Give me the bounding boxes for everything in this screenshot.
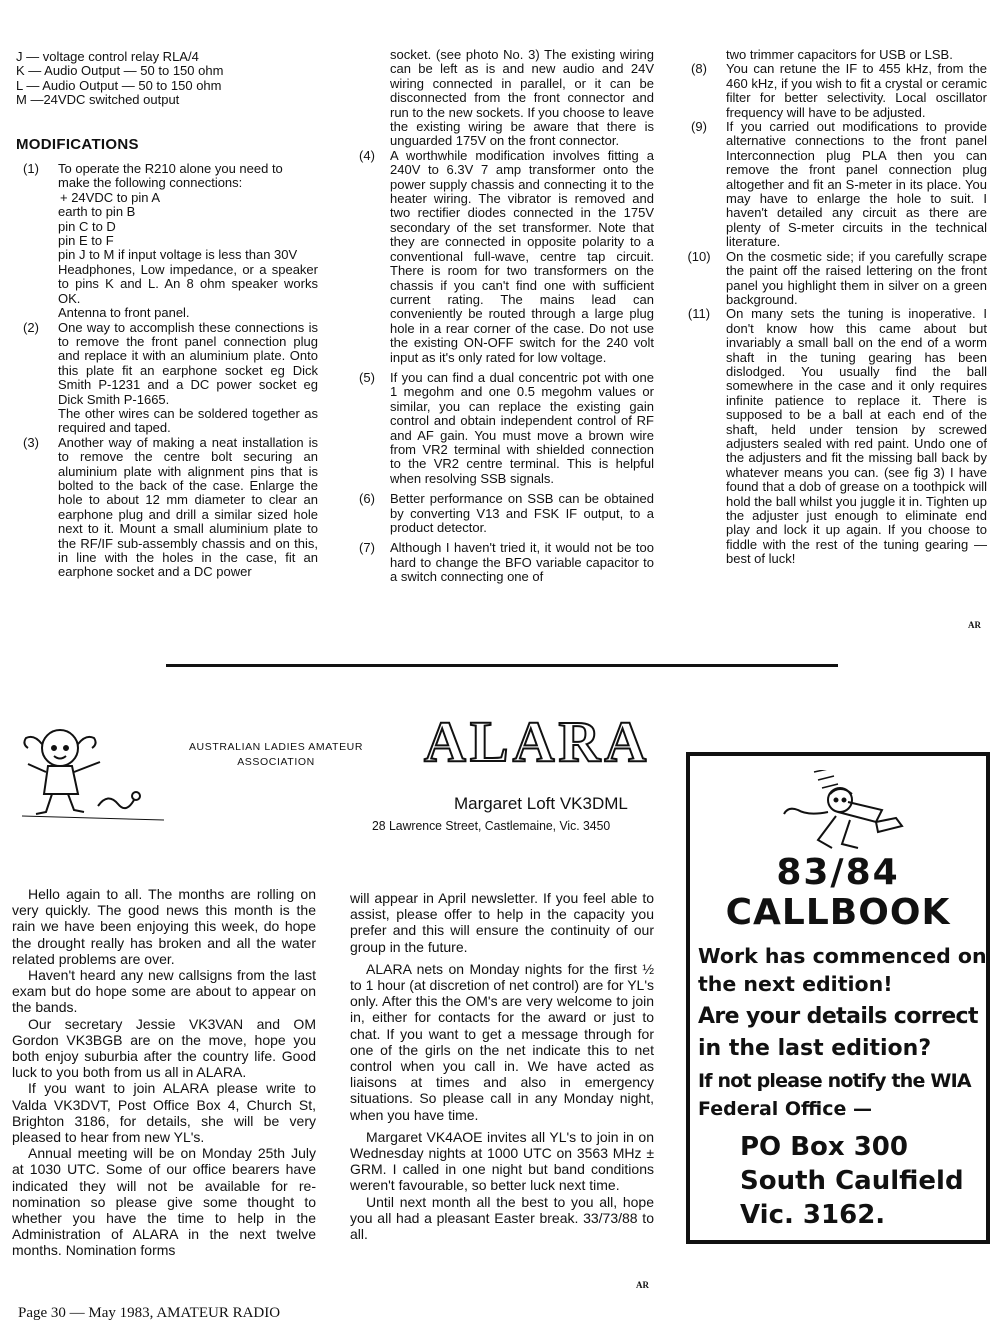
pin-list-item: K — Audio Output — 50 to 150 ohm	[16, 63, 224, 79]
item-text: Better performance on SSB can be obtained by converting V13 and FSK IF output, to a product detector.	[390, 491, 654, 535]
list-item	[352, 541, 654, 584]
connection-line: pin C to D	[58, 218, 116, 234]
article-column-1	[16, 50, 318, 580]
item-number: (3)	[23, 434, 39, 450]
connection-line: pin E to F	[58, 233, 114, 249]
item-number: (6)	[359, 491, 375, 507]
pin-list	[16, 50, 318, 108]
list-item	[352, 492, 654, 535]
item-text: Another way of making a neat installation is to remove the centre bolt securing an aluminium plate with alignment pins that is bolted to the back of the case. Enlarge the hole to about 12 mm diameter to clear an earphone plug and drill a similar sized hole next to it. Mount a small aluminium plate to the RF/IF sub-assembly chassis and on this, in line with the holes in the case, fit an earphone socket and a DC power	[58, 434, 318, 580]
item-number: (4)	[359, 147, 375, 163]
list-item	[684, 62, 987, 120]
callbook-address: Vic. 3162.	[740, 1200, 886, 1230]
pin-list-item: L — Audio Output — 50 to 150 ohm	[16, 77, 222, 93]
paragraph: Haven't heard any new callsigns from the last exam but do hope some are about to appear on the bands.	[12, 967, 316, 1016]
article-column-3	[684, 48, 987, 567]
paragraph: Margaret VK4AOE invites all YL's to join in on Wednesday nights at 1000 UTC on 3563 MHz ± GRM. I called in one night but band conditions weren't favourable, so better luck next time.	[350, 1128, 654, 1194]
item-text: You can retune the IF to 455 kHz, from the 460 kHz, if you wish to fit a crystal or ceramic filter for better selectivity. Local oscillator frequency will have to be adjusted.	[726, 61, 987, 120]
paragraph: will appear in April newsletter. If you feel able to assist, please offer to help in the capacity you prefer and this will ensure the continuity of our group in the future.	[350, 890, 654, 955]
item-number: (11)	[687, 306, 711, 322]
item-text: Headphones, Low impedance, or a speaker to pins K and L. An 8 ohm speaker works OK.	[58, 261, 318, 306]
item-text: If you can find a dual concentric pot with one 1 megohm and one 0.5 megohm values or similar, you can replace the existing gain control and obtain independent control of RF and AF gain. You must move a brown wire from VR2 terminal with shielded connection to the VR2 centre terminal. This is helpful when resolving SSB signals.	[390, 369, 654, 486]
item-text: Antenna to front panel.	[58, 305, 190, 321]
author-address: 28 Lawrence Street, Castlemaine, Vic. 3450	[372, 818, 611, 833]
item-text: A worthwhile modification involves fitting a 240V to 6.3V 7 amp transformer onto the power supply chassis and connecting it to the heater wiring. The vibrator is removed and two rectifier diodes connected in the 175V secondary of the set transformer. Note that they are connected in opposite polarity to a conventional full-wave, centre tap circuit. There is room for two transformers on the chassis if you can't find one with sufficient current rating. The mains lead can conveniently be routed through a large plug hole in a rear corner of the case. Do not use the existing ON-OFF switch for the 240 volt input as it's only rated for low voltage.	[390, 147, 654, 365]
callbook-address: South Caulfield	[740, 1166, 964, 1196]
association-name	[186, 740, 366, 770]
list-item	[352, 149, 654, 365]
item-number: (9)	[691, 119, 707, 135]
item-number: (10)	[687, 248, 711, 264]
paragraph: If you want to join ALARA please write to Valda VK3DVT, Post Office Box 4, Church St, Brighton 3186, for details, she will be very pleased to hear from new YL's.	[12, 1080, 316, 1146]
list-item	[16, 162, 318, 320]
callbook-text: Federal Office —	[698, 1098, 873, 1120]
paragraph: Our secretary Jessie VK3VAN and OM Gordon VK3BGB are on the move, hope you both enjoy suburbia after the country life. Good luck to you both from us all in ALARA.	[12, 1015, 316, 1081]
list-item	[684, 250, 987, 308]
callbook-ad	[686, 752, 990, 1244]
end-mark: AR	[636, 1280, 649, 1290]
alara-column-2	[350, 890, 654, 1242]
item-text: On the cosmetic side; if you carefully scrape the paint off the raised lettering on the front panel you highlight them in silver on a green background.	[726, 248, 987, 307]
item-number: (1)	[23, 161, 39, 177]
girl-illustration	[18, 716, 168, 828]
alara-logo: ALARA	[424, 709, 651, 774]
end-mark: AR	[968, 620, 981, 630]
callbook-text: Work has commenced on	[698, 944, 987, 968]
connection-line: pin J to M if input voltage is less than 30V	[58, 247, 298, 263]
association-line: ASSOCIATION	[237, 756, 315, 768]
callbook-text: the next edition!	[698, 972, 893, 996]
item-text: Although I haven't tried it, it would not be too hard to change the BFO variable capacitor to a switch connecting one of	[390, 540, 654, 585]
connection-line: earth to pin B	[58, 204, 136, 220]
callbook-title: CALLBOOK	[725, 892, 951, 933]
pin-list-item: M —24VDC switched output	[16, 92, 180, 108]
section-divider	[166, 664, 838, 667]
paragraph: Until next month all the best to you all, hope you all had a pleasant Easter break. 33/73/88 to all.	[350, 1193, 654, 1243]
continued-text: two trimmer capacitors for USB or LSB.	[726, 47, 953, 62]
connection-line: + 24VDC to pin A	[60, 189, 161, 205]
section-heading: MODIFICATIONS	[16, 135, 139, 153]
item-number: (8)	[691, 61, 707, 77]
alara-column-1	[12, 886, 316, 1259]
page-footer: Page 30 — May 1983, AMATEUR RADIO	[18, 1305, 281, 1321]
list-item	[16, 436, 318, 580]
item-text: To operate the R210 alone you need to make the following connections:	[58, 161, 283, 191]
callbook-text: If not please notify the WIA	[698, 1070, 971, 1092]
paragraph: ALARA nets on Monday nights for the first ½ to 1 hour (at discretion of net control) are for YL's only. After this the OM's are very welcome to join in, either for contacts for the award or just to chat. If you want to get a message through for one of the girls on the net indicate this to net control when you call in. We have acted as liaisons at times and also in emergency situations. So please call in any Monday night, when you have time.	[350, 960, 654, 1123]
list-item	[352, 371, 654, 486]
author-name: Margaret Loft VK3DML	[454, 794, 628, 813]
continued-text: socket. (see photo No. 3) The existing wiring can be left as is and new audio and 24V wiring connected in parallel, or it can be disconnected from the front connector and run to the new sockets. If you choose to leave the existing wiring be aware that there is unguarded 175V on the front connector.	[390, 47, 654, 149]
item-text: One way to accomplish these connections is to remove the front panel connection plug and replace it with an aluminium plate. Onto this plate fit an earphone socket eg Dick Smith P-1231 and a DC power socket eg Dick Smith P-1665.	[58, 319, 318, 407]
list-item	[16, 321, 318, 436]
pin-list-item: J — voltage control relay RLA/4	[16, 49, 199, 64]
paragraph: Hello again to all. The months are rolling on very quickly. The good news this month is the rain we have been enjoying this week, do hope the drought really has broken and all the water related problems are over.	[12, 886, 316, 967]
item-number: (2)	[23, 319, 39, 335]
item-text: The other wires can be soldered together as required and taped.	[58, 405, 318, 436]
item-number: (7)	[359, 540, 375, 556]
paragraph: Annual meeting will be on Monday 25th July at 1030 UTC. Some of our office bearers have indicated they will not be available for re-nomination so please give some thought to whether you have the time to help in the Administration of ALARA in the next twelve months. Nomination forms	[12, 1145, 316, 1259]
callbook-text: Are your details correct	[698, 1004, 978, 1029]
item-number: (5)	[359, 369, 375, 385]
callbook-text: in the last edition?	[698, 1036, 932, 1061]
callbook-address: PO Box 300	[740, 1132, 908, 1162]
list-item	[684, 120, 987, 250]
article-column-2	[352, 48, 654, 585]
association-line: AUSTRALIAN LADIES AMATEUR	[188, 741, 364, 753]
item-text: If you carried out modifications to provide alternative connections to the front panel Interconnection plug PLA then you can remove the front panel connection plug altogether and fit an S-meter in its place. You may have to enlarge the hole to suit. I haven't detailed any circuit as there are plenty of S-meter circuits in the technical literature.	[726, 119, 987, 250]
item-text: On many sets the tuning is inoperative. I don't know how this came about but invariably a small ball on the end of a worm shaft in the tuning gearing has been dislodged. You usually find the ball somewhere in the case and it only requires infinite patience to replace it. There is supposed to be a ball at each end of the shaft, held under tension by screwed adjusters sealed with red paint. Undo one of the adjusters and fit the missing ball back by whatever means you can. (see fig 3) I have found that a dob of grease on a toothpick will hold the ball whilst you juggle it in. Tighten up the adjuster just enough to eliminate end play and lock it up again. If you choose to fiddle with the rest of the tuning gearing — best of luck!	[726, 306, 987, 567]
reader-illustration	[778, 770, 908, 854]
list-item	[684, 307, 987, 566]
callbook-edition: 83/84	[776, 852, 900, 893]
